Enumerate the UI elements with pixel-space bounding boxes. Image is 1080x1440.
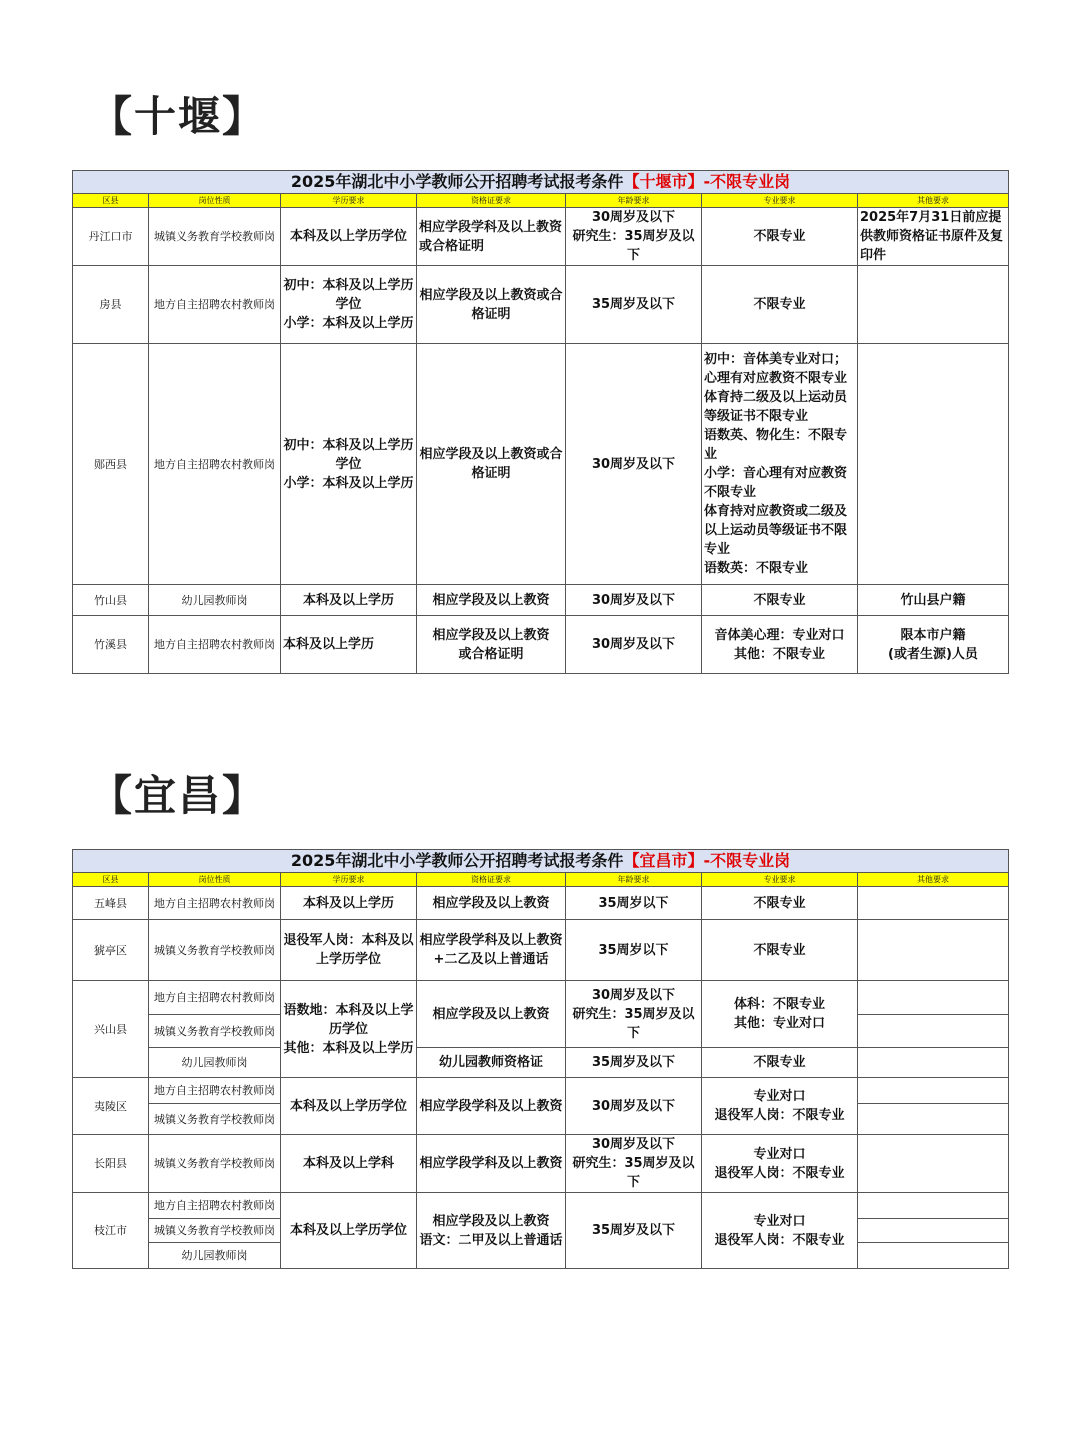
post-cell: 地方自主招聘农村教师岗 (149, 344, 281, 585)
section-heading-shiyan: 【十堰】 (90, 92, 267, 141)
age-cell: 35周岁以下 (566, 887, 702, 920)
district-cell: 枝江市 (73, 1193, 149, 1269)
col-header: 资格证要求 (417, 194, 566, 208)
cert-cell: 相应学段及以上教资或合格证明 (417, 344, 566, 585)
age-cell: 35周岁以下 (566, 920, 702, 981)
other-cell (858, 1219, 1009, 1243)
col-header: 其他要求 (858, 873, 1009, 887)
post-cell: 幼儿园教师岗 (149, 1048, 281, 1078)
cert-cell: 相应学段学科及以上教资+二乙及以上普通话 (417, 920, 566, 981)
edu-cell: 本科及以上学历 (281, 616, 417, 674)
post-cell: 地方自主招聘农村教师岗 (149, 887, 281, 920)
post-cell: 地方自主招聘农村教师岗 (149, 1193, 281, 1219)
section-heading-yichang: 【宜昌】 (90, 771, 267, 820)
post-cell: 城镇义务教育学校教师岗 (149, 1104, 281, 1135)
age-cell: 35周岁及以下 (566, 266, 702, 344)
edu-cell: 初中：本科及以上学历学位 小学：本科及以上学历 (281, 344, 417, 585)
district-cell: 猇亭区 (73, 920, 149, 981)
district-cell: 房县 (73, 266, 149, 344)
table-title: 2025年湖北中小学教师公开招聘考试报考条件【宜昌市】-不限专业岗 (73, 850, 1009, 873)
major-cell: 体科：不限专业 其他：专业对口 (702, 981, 858, 1048)
district-cell: 五峰县 (73, 887, 149, 920)
post-cell: 城镇义务教育学校教师岗 (149, 1219, 281, 1243)
table-row (73, 266, 1009, 344)
cert-cell: 相应学段及以上教资 (417, 887, 566, 920)
age-cell: 30周岁及以下 (566, 344, 702, 585)
age-cell: 30周岁及以下 研究生：35周岁及以下 (566, 208, 702, 266)
edu-cell: 本科及以上学历学位 (281, 1193, 417, 1269)
table-row (73, 1078, 1009, 1104)
table-row (73, 1193, 1009, 1219)
age-cell: 30周岁及以下 (566, 1078, 702, 1135)
cert-cell: 相应学段及以上教资 (417, 585, 566, 616)
age-cell: 35周岁及以下 (566, 1193, 702, 1269)
edu-cell: 本科及以上学科 (281, 1135, 417, 1193)
other-cell (858, 920, 1009, 981)
edu-cell: 退役军人岗：本科及以上学历学位 (281, 920, 417, 981)
col-header: 专业要求 (702, 873, 858, 887)
post-cell: 城镇义务教育学校教师岗 (149, 920, 281, 981)
major-cell: 不限专业 (702, 887, 858, 920)
table-row (73, 887, 1009, 920)
other-cell (858, 1048, 1009, 1078)
major-cell: 不限专业 (702, 585, 858, 616)
other-cell (858, 1243, 1009, 1269)
major-cell: 专业对口 退役军人岗：不限专业 (702, 1135, 858, 1193)
shiyan-table (72, 170, 1009, 674)
other-cell (858, 1078, 1009, 1104)
edu-cell: 本科及以上学历学位 (281, 208, 417, 266)
major-cell: 不限专业 (702, 920, 858, 981)
major-cell: 专业对口 退役军人岗：不限专业 (702, 1193, 858, 1269)
age-cell: 30周岁及以下 (566, 616, 702, 674)
other-cell (858, 344, 1009, 585)
post-cell: 地方自主招聘农村教师岗 (149, 616, 281, 674)
table-row (73, 1135, 1009, 1193)
other-cell: 限本市户籍 (或者生源)人员 (858, 616, 1009, 674)
other-cell (858, 1015, 1009, 1048)
table-title: 2025年湖北中小学教师公开招聘考试报考条件【十堰市】-不限专业岗 (73, 171, 1009, 194)
table-row (73, 344, 1009, 585)
col-header: 学历要求 (281, 873, 417, 887)
edu-cell: 语数地：本科及以上学历学位 其他：本科及以上学历 (281, 981, 417, 1078)
edu-cell: 本科及以上学历学位 (281, 1078, 417, 1135)
district-cell: 竹山县 (73, 585, 149, 616)
post-cell: 城镇义务教育学校教师岗 (149, 1135, 281, 1193)
other-cell (858, 1193, 1009, 1219)
district-cell: 丹江口市 (73, 208, 149, 266)
post-cell: 幼儿园教师岗 (149, 585, 281, 616)
col-header: 其他要求 (858, 194, 1009, 208)
other-cell (858, 266, 1009, 344)
cert-cell: 相应学段学科及以上教资 (417, 1078, 566, 1135)
major-cell: 专业对口 退役军人岗：不限专业 (702, 1078, 858, 1135)
other-cell (858, 1135, 1009, 1193)
col-header: 岗位性质 (149, 873, 281, 887)
col-header: 区县 (73, 873, 149, 887)
other-cell (858, 981, 1009, 1015)
cert-cell: 相应学段及以上教资 语文：二甲及以上普通话 (417, 1193, 566, 1269)
major-cell: 初中：音体美专业对口； 心理有对应教资不限专业 体育持二级及以上运动员等级证书不限专业 语数英、物化生：不限专业 小学：音心理有对应教资不限专业 体育持对应教资或二级及以上运动员等级证书不限专业 语数英：不限专业 (702, 344, 858, 585)
table-row (73, 208, 1009, 266)
age-cell: 30周岁及以下 研究生：35周岁及以下 (566, 981, 702, 1048)
table-row (73, 920, 1009, 981)
cert-cell: 相应学段学科及以上教资 或合格证明 (417, 208, 566, 266)
cert-cell: 相应学段及以上教资 或合格证明 (417, 616, 566, 674)
district-cell: 兴山县 (73, 981, 149, 1078)
cert-cell: 相应学段学科及以上教资 (417, 1135, 566, 1193)
cert-cell: 相应学段及以上教资或合格证明 (417, 266, 566, 344)
col-header: 岗位性质 (149, 194, 281, 208)
col-header: 年龄要求 (566, 194, 702, 208)
post-cell: 幼儿园教师岗 (149, 1243, 281, 1269)
post-cell: 地方自主招聘农村教师岗 (149, 1078, 281, 1104)
table-row (73, 616, 1009, 674)
col-header: 区县 (73, 194, 149, 208)
major-cell: 音体美心理：专业对口 其他：不限专业 (702, 616, 858, 674)
cert-cell: 幼儿园教师资格证 (417, 1048, 566, 1078)
age-cell: 30周岁及以下 (566, 585, 702, 616)
district-cell: 长阳县 (73, 1135, 149, 1193)
age-cell: 30周岁及以下 研究生：35周岁及以下 (566, 1135, 702, 1193)
district-cell: 竹溪县 (73, 616, 149, 674)
col-header: 学历要求 (281, 194, 417, 208)
major-cell: 不限专业 (702, 266, 858, 344)
col-header: 专业要求 (702, 194, 858, 208)
col-header: 年龄要求 (566, 873, 702, 887)
other-cell (858, 887, 1009, 920)
table-row (73, 1048, 1009, 1078)
post-cell: 地方自主招聘农村教师岗 (149, 266, 281, 344)
table-row (73, 585, 1009, 616)
post-cell: 城镇义务教育学校教师岗 (149, 208, 281, 266)
other-cell (858, 1104, 1009, 1135)
edu-cell: 本科及以上学历 (281, 585, 417, 616)
post-cell: 地方自主招聘农村教师岗 (149, 981, 281, 1015)
age-cell: 35周岁及以下 (566, 1048, 702, 1078)
yichang-table (72, 849, 1009, 1269)
post-cell: 城镇义务教育学校教师岗 (149, 1015, 281, 1048)
district-cell: 郧西县 (73, 344, 149, 585)
table-row (73, 981, 1009, 1015)
cert-cell: 相应学段及以上教资 (417, 981, 566, 1048)
other-cell: 2025年7月31日前应提供教师资格证书原件及复印件 (858, 208, 1009, 266)
other-cell: 竹山县户籍 (858, 585, 1009, 616)
district-cell: 夷陵区 (73, 1078, 149, 1135)
major-cell: 不限专业 (702, 208, 858, 266)
major-cell: 不限专业 (702, 1048, 858, 1078)
col-header: 资格证要求 (417, 873, 566, 887)
edu-cell: 本科及以上学历 (281, 887, 417, 920)
edu-cell: 初中：本科及以上学历学位 小学：本科及以上学历 (281, 266, 417, 344)
